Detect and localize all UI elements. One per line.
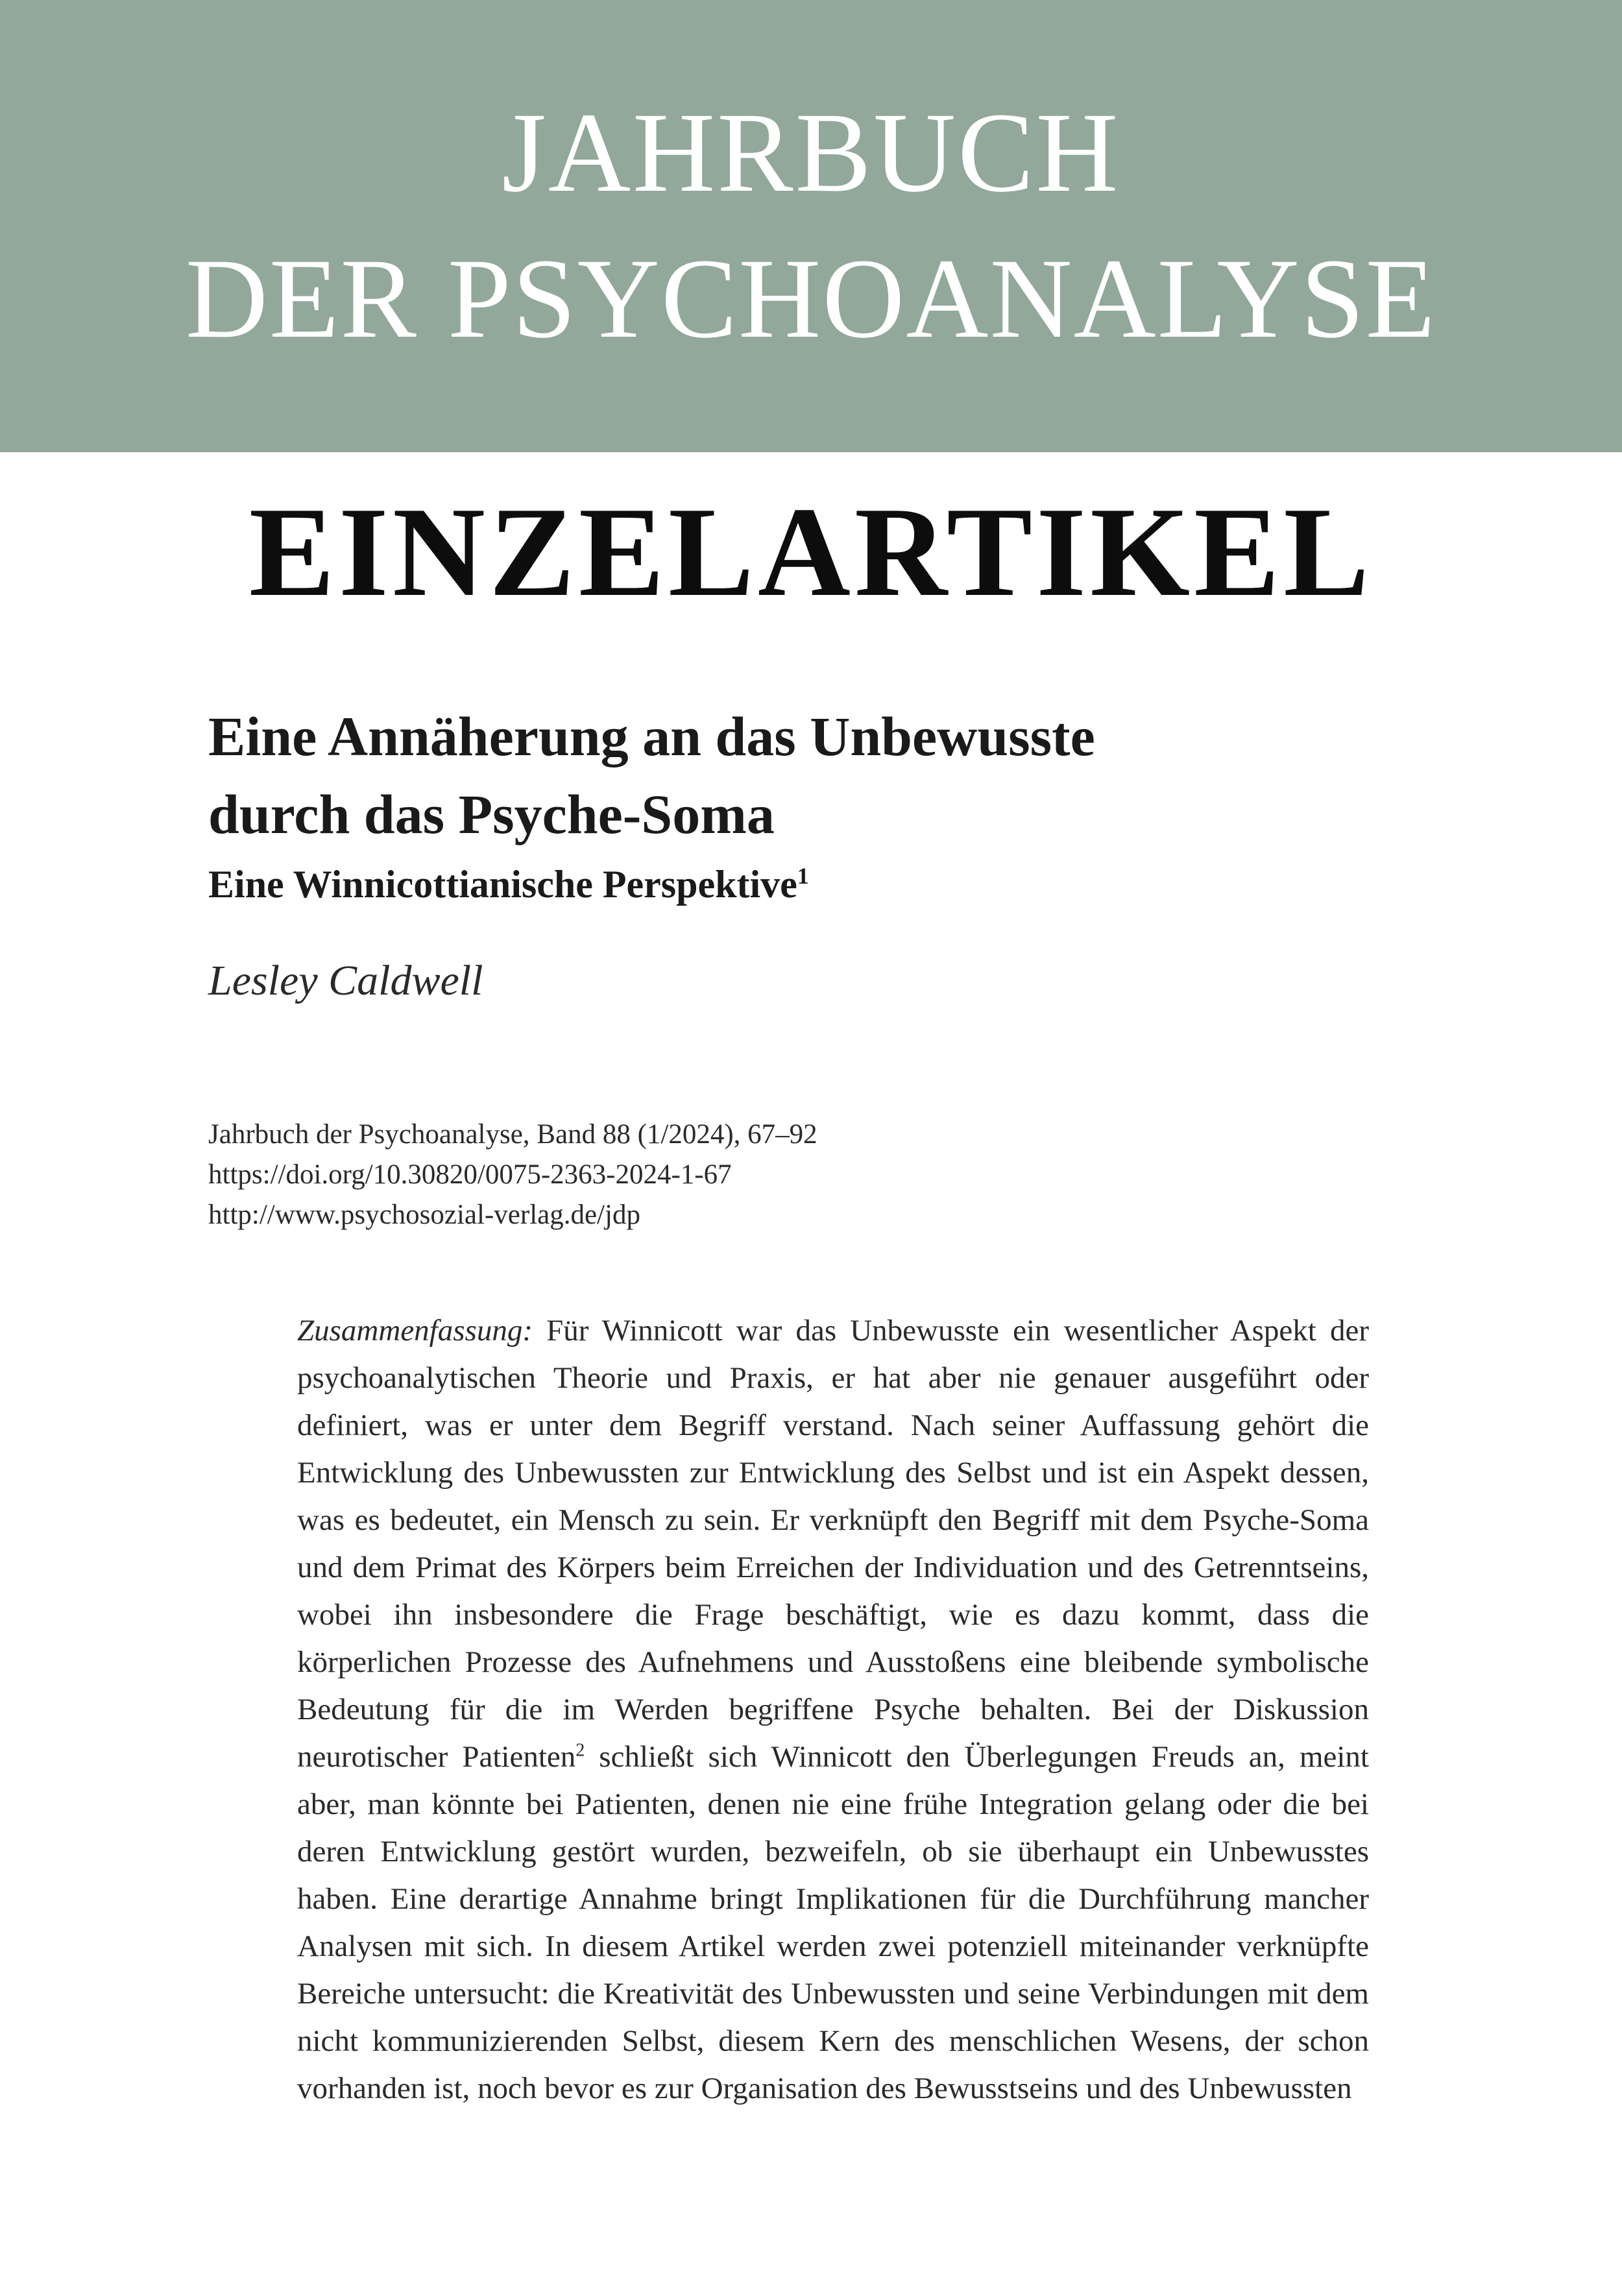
journal-title-line-1: JAHRBUCH bbox=[502, 90, 1120, 216]
journal-banner bbox=[0, 0, 1622, 452]
footnote-marker-2: 2 bbox=[575, 1740, 585, 1761]
doi-link[interactable]: https://doi.org/10.30820/0075-2363-2024-1-67 bbox=[208, 1159, 732, 1190]
author-name: Lesley Caldwell bbox=[208, 957, 483, 1004]
section-kicker: EINZELARTIKEL bbox=[248, 481, 1374, 623]
abstract bbox=[297, 1307, 1369, 2112]
abstract-label: Zusammenfassung: bbox=[297, 1314, 533, 1347]
journal-url-link[interactable]: http://www.psychosozial-verlag.de/jdp bbox=[208, 1200, 640, 1230]
article-subtitle bbox=[208, 861, 809, 908]
abstract-text-part-1: Für Winnicott war das Unbewusste ein wesentlicher Aspekt der psychoanalytischen Theorie und Praxis, er hat aber nie genauer ausgeführt oder definiert, was er unter dem Begriff verstand. Nach seiner Auffassung gehört die Entwicklung des Unbewussten zur Entwicklung des Selbst und ist ein Aspekt dessen, was es bedeutet, ein Mensch zu sein. Er verknüpft den Begriff mit dem Psyche-Soma und dem Primat des Körpers beim Erreichen der Individuation und des Getrenntseins, wobei ihn insbesondere die Frage beschäftigt, wie es dazu kommt, dass die körperlichen Prozesse des Aufnehmens und Ausstoßens eine bleibende symbolische Bedeutung für die im Werden begriffene Psyche behalten. Bei der Diskussion neurotischer Patienten bbox=[297, 1314, 1369, 1774]
abstract-text-part-2: schließt sich Winnicott den Überlegungen Freuds an, meint aber, man könnte bei Patienten, denen nie eine frühe Integration gelang oder die bei deren Entwicklung gestört wurden, bezweifeln, ob sie überhaupt ein Unbewusstes haben. Eine derartige Annahme bringt Implikationen für die Durchführung mancher Analysen mit sich. In diesem Artikel werden zwei potenziell miteinander verknüpfte Bereiche untersucht: die Kreativität des Unbewussten und seine Verbindungen mit dem nicht kommunizierenden Selbst, diesem Kern des menschlichen Wesens, der schon vorhanden ist, noch bevor es zur Organisation des Bewusstseins und des Unbewussten bbox=[297, 1740, 1369, 2105]
footnote-marker-1: 1 bbox=[797, 863, 809, 889]
article-title bbox=[208, 697, 1441, 853]
citation-line: Jahrbuch der Psychoanalyse, Band 88 (1/2024), 67–92 bbox=[208, 1119, 817, 1150]
article-title-line-1: Eine Annäherung an das Unbewusste bbox=[208, 705, 1095, 767]
article-subtitle-text: Eine Winnicottianische Perspektive bbox=[208, 863, 797, 906]
citation-block bbox=[208, 1115, 817, 1235]
journal-title-line-2: DER PSYCHOANALYSE bbox=[185, 236, 1437, 362]
article-title-line-2: durch das Psyche-Soma bbox=[208, 783, 775, 845]
